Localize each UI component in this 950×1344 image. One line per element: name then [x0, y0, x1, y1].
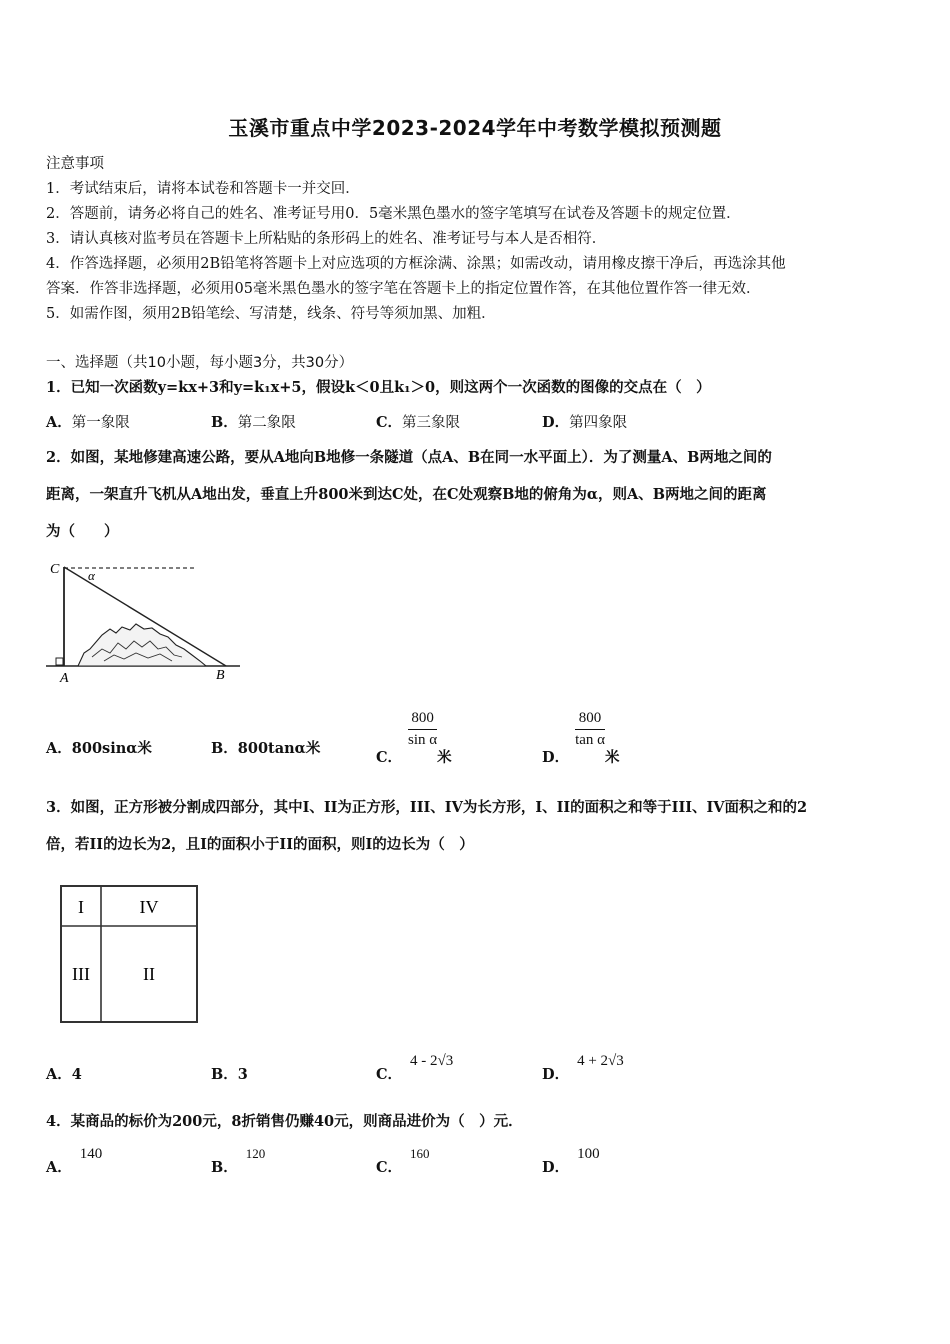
q1-option-d: D．第四象限 — [542, 414, 628, 431]
notice-item: 1．考试结束后，请将本试卷和答题卡一并交回． — [46, 181, 360, 197]
fraction: $\frac{800}{\text{sin α}}$ — [408, 710, 438, 748]
section-heading: 一、选择题（共10小题，每小题3分，共30分） — [46, 355, 354, 371]
q2-option-d: D． $\frac{800}{\text{tan α}}$ 米 — [542, 710, 620, 766]
question-4-stem: 4．某商品的标价为200元，8折销售仍赚40元，则商品进价为（ ）元． — [46, 1113, 523, 1130]
cell-iv: IV — [139, 897, 159, 917]
q3-option-d: D．4 + 2√3 — [542, 1053, 624, 1083]
q3-option-c: C．4 - 2√3 — [376, 1053, 454, 1083]
q1-option-c: C．第三象限 — [376, 414, 461, 431]
notice-item: 答案．作答非选择题，必须用05毫米黑色墨水的签字笔在答题卡上的指定位置作答，在其他位置作答一律无效． — [46, 281, 761, 297]
q4-option-c: C．160 — [376, 1146, 430, 1176]
notice-item: 4．作答选择题，必须用2B铅笔将答题卡上对应选项的方框涂满、涂黑；如需改动，请用橡皮擦干净后，再选涂其他 — [46, 256, 786, 272]
q2-figure — [44, 557, 244, 687]
question-2-line: 距离，一架直升飞机从A地出发，垂直上升800米到达C处，在C处观察B地的俯角为α，则A、B两地之间的距离 — [46, 486, 767, 503]
cell-i: I — [78, 897, 84, 917]
right-angle-mark — [56, 658, 63, 665]
q1-option-a: A．第一象限 — [46, 414, 130, 431]
page-title: 玉溪市重点中学2023-2024学年中考数学模拟预测题 — [228, 116, 722, 140]
notice-item: 5．如需作图，须用2B铅笔绘、写清楚，线条、符号等须加黑、加粗． — [46, 306, 496, 322]
mountain-shape — [78, 624, 206, 666]
q3-option-b: B．3 — [211, 1066, 248, 1083]
q1-option-b: B．第二象限 — [211, 414, 296, 431]
fraction: $\frac{800}{\text{tan α}}$ — [575, 710, 606, 748]
cell-iii: III — [72, 964, 90, 984]
question-3-line: 倍，若II的边长为2，且I的面积小于II的面积，则I的边长为（ ） — [46, 836, 474, 853]
q3-figure — [58, 883, 203, 1028]
q2-option-a: A．800sinα米 — [46, 740, 152, 757]
question-2-line: 为（ ） — [46, 523, 119, 540]
q3-option-a: A．4 — [46, 1066, 82, 1083]
q2-option-b: B．800tanα米 — [211, 740, 321, 757]
cell-ii: II — [143, 964, 155, 984]
label-b: B — [216, 668, 225, 683]
notice-item: 2．答题前，请务必将自己的姓名、准考证号用0．5毫米黑色墨水的签字笔填写在试卷及答题卡的规定位置． — [46, 206, 741, 222]
q4-option-a: A．140 — [46, 1146, 103, 1176]
label-c: C — [50, 562, 60, 577]
notice-item: 3．请认真核对监考员在答题卡上所粘贴的条形码上的姓名、准考证号与本人是否相符． — [46, 231, 607, 247]
q2-option-c: C． $\frac{800}{\text{sin α}}$ 米 — [376, 710, 452, 766]
question-1-stem: 1．已知一次函数y=kx+3和y=k₁x+5，假设k＜0且k₁＞0，则这两个一次函数的图像的交点在（ ） — [46, 379, 711, 396]
q4-option-d: D．100 — [542, 1146, 600, 1176]
notice-heading: 注意事项 — [46, 156, 104, 172]
label-a: A — [60, 671, 69, 686]
question-3-line: 3．如图，正方形被分割成四部分，其中I、II为正方形，III、IV为长方形，I、II的面积之和等于III、IV面积之和的2 — [46, 799, 808, 816]
label-alpha: α — [88, 568, 95, 583]
question-2-line: 2．如图，某地修建高速公路，要从A地向B地修一条隧道（点A、B在同一水平面上）．为了测量A、B两地之间的 — [46, 449, 772, 466]
q4-option-b: B．120 — [211, 1146, 266, 1176]
